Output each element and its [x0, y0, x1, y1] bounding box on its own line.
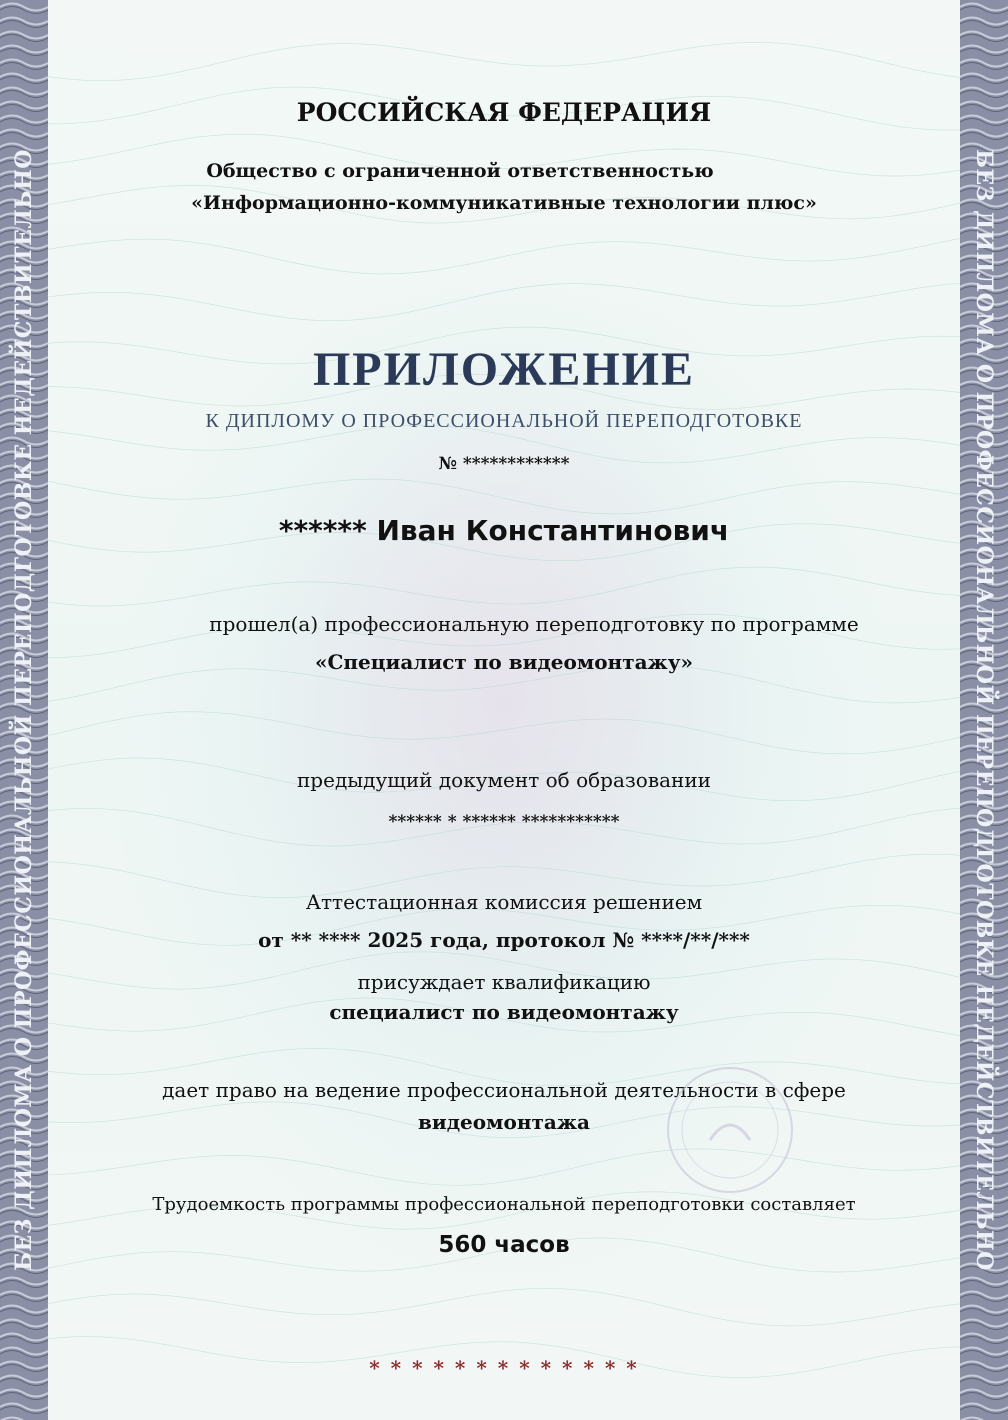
previous-doc-value: ****** * ****** ***********: [388, 812, 620, 832]
holder-name: ****** Иван Константинович: [278, 514, 730, 547]
country-heading: РОССИЙСКАЯ ФЕДЕРАЦИЯ: [296, 98, 712, 127]
program-name: «Специалист по видеомонтажу»: [314, 650, 694, 674]
guilloche-wave: [40, 567, 970, 606]
org-name: «Информационно-коммуникативные технологии плюс»: [191, 192, 817, 214]
seal-stamp: [660, 1060, 800, 1200]
rights-field: видеомонтажа: [418, 1110, 590, 1134]
rights-text: дает право на ведение профессиональной деятельности в сфере: [162, 1078, 846, 1102]
previous-doc-label: предыдущий документ об образовании: [296, 768, 712, 792]
guilloche-wave: [40, 237, 970, 274]
commission-label: Аттестационная комиссия решением: [305, 890, 703, 914]
guilloche-wave: [40, 42, 970, 80]
guilloche-wave: [40, 283, 970, 321]
qualification-value: специалист по видеомонтажу: [329, 1000, 679, 1024]
program-intro: прошел(а) профессиональную переподготовку по программе: [209, 612, 859, 636]
document-subtitle: К ДИПЛОМУ О ПРОФЕССИОНАЛЬНОЙ ПЕРЕПОДГОТОВКЕ: [205, 410, 803, 432]
left-border-text: БЕЗ ДИПЛОМА О ПРОФЕССИОНАЛЬНОЙ ПЕРЕПОДГОТОВКЕ НЕДЕЙСТВИТЕЛЬНО: [11, 149, 37, 1271]
org-type: Общество с ограниченной ответственностью: [206, 160, 714, 182]
serial-number: * * * * * * * * * * * * *: [369, 1356, 639, 1380]
guilloche-wave: [40, 1288, 970, 1326]
document-number: № ************: [438, 454, 570, 474]
document-title: ПРИЛОЖЕНИЕ: [312, 343, 696, 396]
guilloche-wave: [40, 479, 970, 514]
hours-value: 560 часов: [438, 1232, 570, 1258]
guilloche-wave: [40, 1149, 970, 1185]
hours-label: Трудоемкость программы профессиональной переподготовки составляет: [152, 1194, 856, 1215]
right-border-text: БЕЗ ДИПЛОМА О ПРОФЕССИОНАЛЬНОЙ ПЕРЕПОДГОТОВКЕ НЕДЕЙСТВИТЕЛЬНО: [971, 149, 997, 1271]
guilloche-wave: [40, 712, 970, 754]
commission-decision: от ** **** 2025 года, протокол № ****/**/***: [258, 928, 750, 952]
left-security-border: [0, 0, 48, 1420]
qualification-label: присуждает квалификацию: [357, 970, 651, 994]
right-security-border: [960, 0, 1008, 1420]
